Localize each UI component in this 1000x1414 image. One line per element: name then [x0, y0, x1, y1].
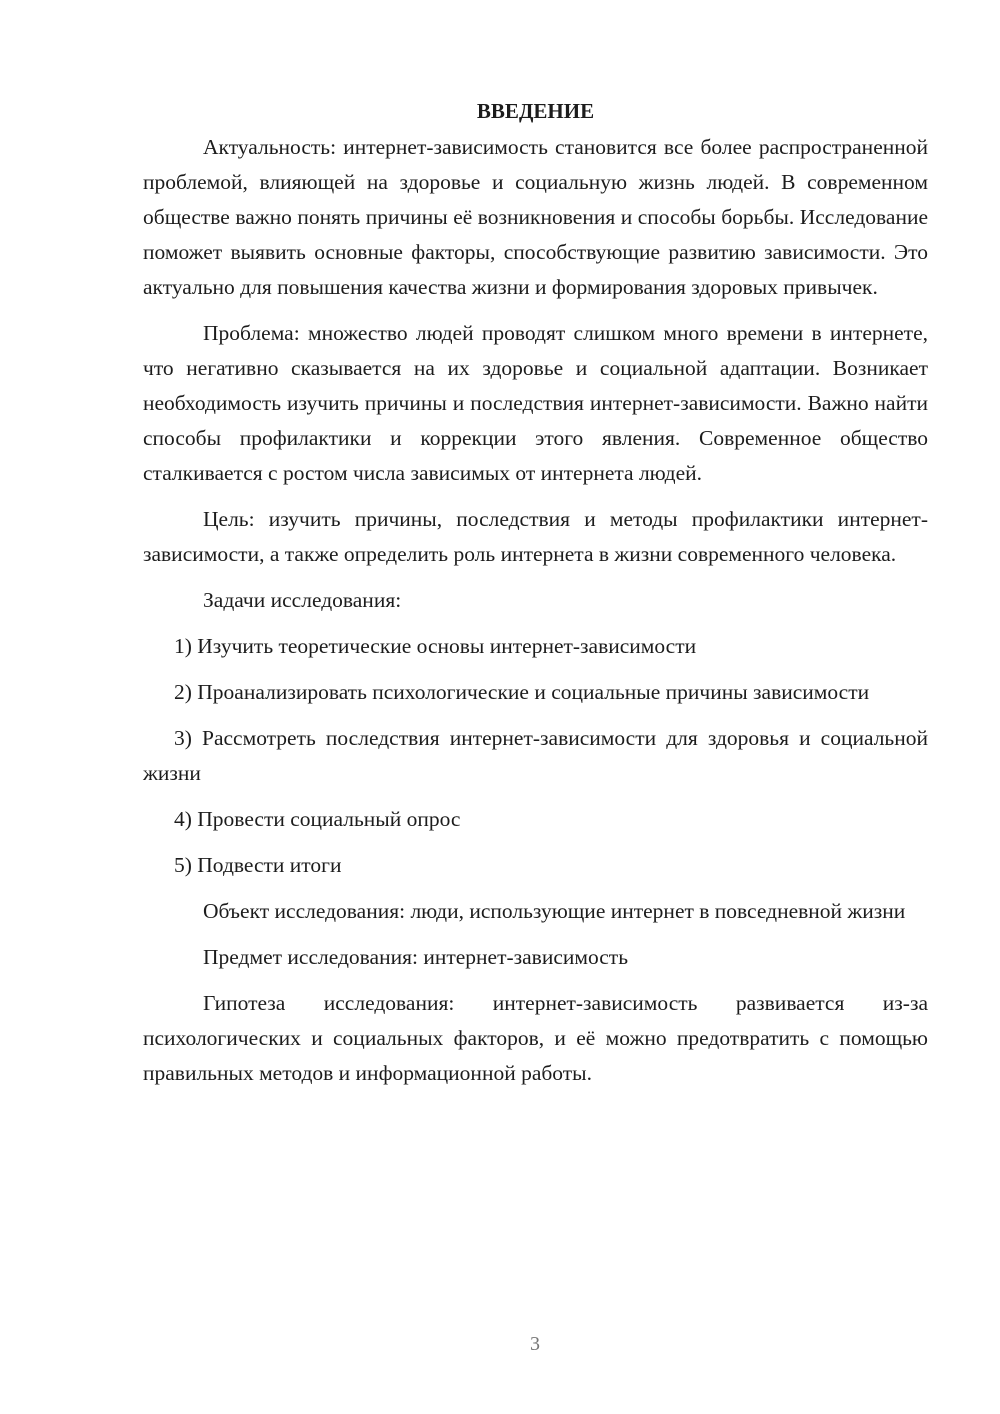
document-title: ВВЕДЕНИЕ	[476, 99, 595, 123]
paragraph-tasks-heading: Задачи исследования:	[203, 588, 402, 612]
paragraph-object: Объект исследования: люди, использующие интернет в повседневной жизни	[203, 899, 906, 923]
task-item-3: 3) Рассмотреть последствия интернет-зависимости для здоровья и социальной жизни	[143, 726, 928, 785]
paragraph-subject: Предмет исследования: интернет-зависимость	[203, 945, 629, 969]
task-item-2: 2) Проанализировать психологические и социальные причины зависимости	[174, 680, 870, 704]
task-item-5: 5) Подвести итоги	[174, 853, 342, 877]
task-item-4: 4) Провести социальный опрос	[174, 807, 461, 831]
task-item-1: 1) Изучить теоретические основы интернет-зависимости	[174, 634, 697, 658]
paragraph-problem: Проблема: множество людей проводят слишком много времени в интернете, что негативно сказывается на их здоровье и социальной адаптации. Возникает необходимость изучить причины и последствия интернет-зависимости. Важно найти способы профилактики и коррекции этого явления. Современное общество сталкивается с ростом числа зависимых от интернета людей.	[143, 321, 928, 485]
paragraph-goal: Цель: изучить причины, последствия и методы профилактики интернет-зависимости, а также определить роль интернета в жизни современного человека.	[143, 507, 928, 566]
document-page	[143, 96, 928, 1102]
paragraph-hypothesis: Гипотеза исследования: интернет-зависимость развивается из-за психологических и социальных факторов, и её можно предотвратить с помощью правильных методов и информационной работы.	[143, 991, 928, 1085]
page-number: 3	[530, 1333, 540, 1355]
paragraph-relevance: Актуальность: интернет-зависимость становится все более распространенной проблемой, влияющей на здоровье и социальную жизнь людей. В современном обществе важно понять причины её возникновения и способы борьбы. Исследование поможет выявить основные факторы, способствующие развитию зависимости. Это актуально для повышения качества жизни и формирования здоровых привычек.	[143, 135, 928, 299]
